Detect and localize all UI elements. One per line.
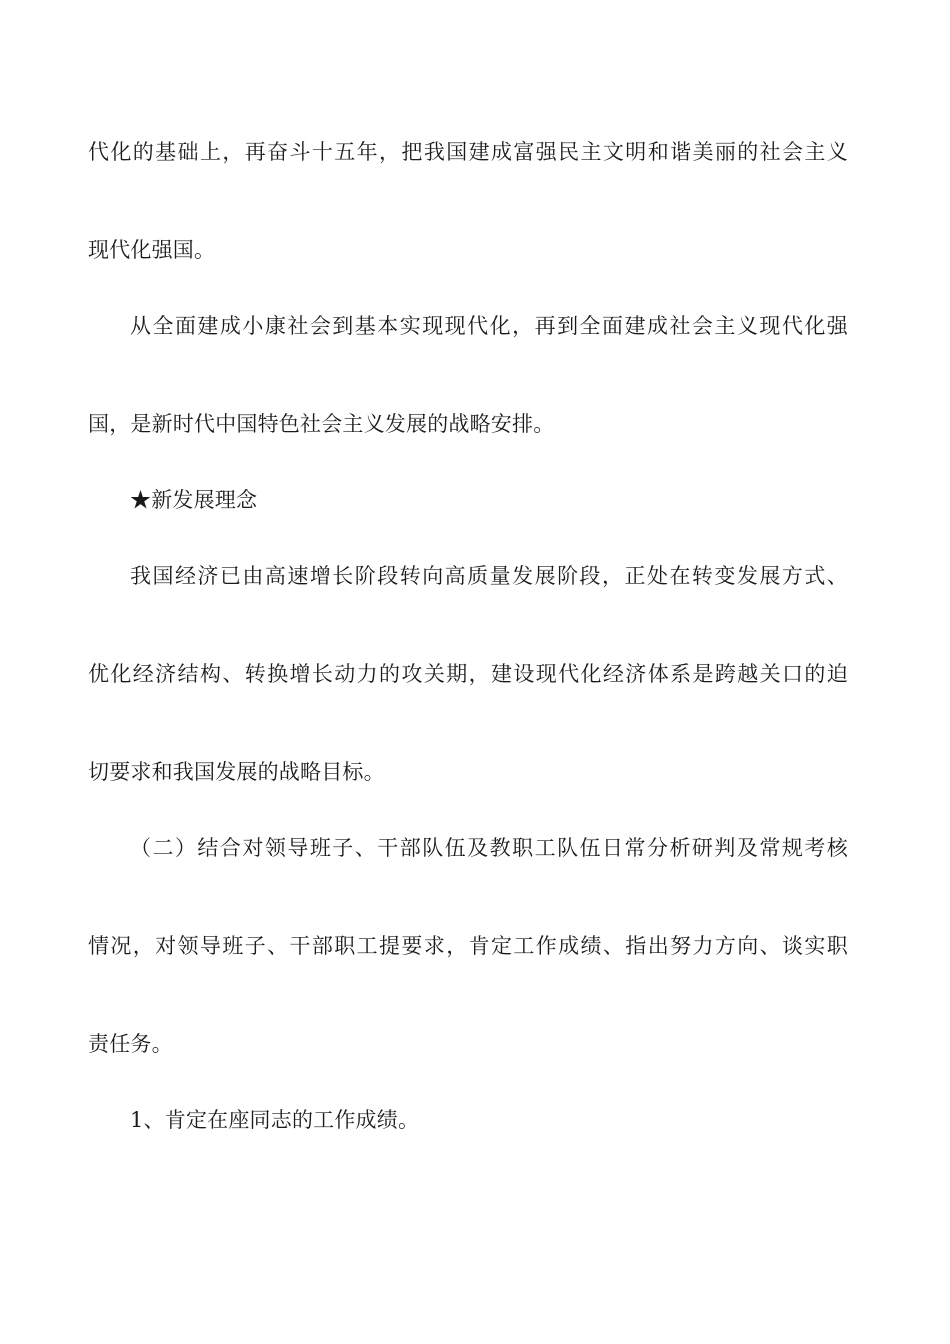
paragraph-first-line: 我国经济已由高速增长阶段转向高质量发展阶段，正处在转变发展方式、 [130, 564, 848, 588]
text-line: 优化经济结构、转换增长动力的攻关期，建设现代化经济体系是跨越关口的迫 [88, 662, 848, 686]
text-line: 现代化强国。 [88, 238, 216, 262]
paragraph-first-line: （二）结合对领导班子、干部队伍及教职工队伍日常分析研判及常规考核 [130, 836, 848, 860]
text-line: 代化的基础上，再奋斗十五年，把我国建成富强民主文明和谐美丽的社会主义 [88, 140, 848, 164]
text-line: 国，是新时代中国特色社会主义发展的战略安排。 [88, 412, 555, 436]
paragraph-first-line: 从全面建成小康社会到基本实现现代化，再到全面建成社会主义现代化强 [130, 314, 848, 338]
text-line: 情况，对领导班子、干部职工提要求，肯定工作成绩、指出努力方向、谈实职 [88, 934, 848, 958]
section-heading: ★新发展理念 [130, 488, 258, 512]
text-line: 责任务。 [88, 1032, 173, 1056]
list-item: 1、肯定在座同志的工作成绩。 [130, 1108, 420, 1132]
text-line: 切要求和我国发展的战略目标。 [88, 760, 385, 784]
